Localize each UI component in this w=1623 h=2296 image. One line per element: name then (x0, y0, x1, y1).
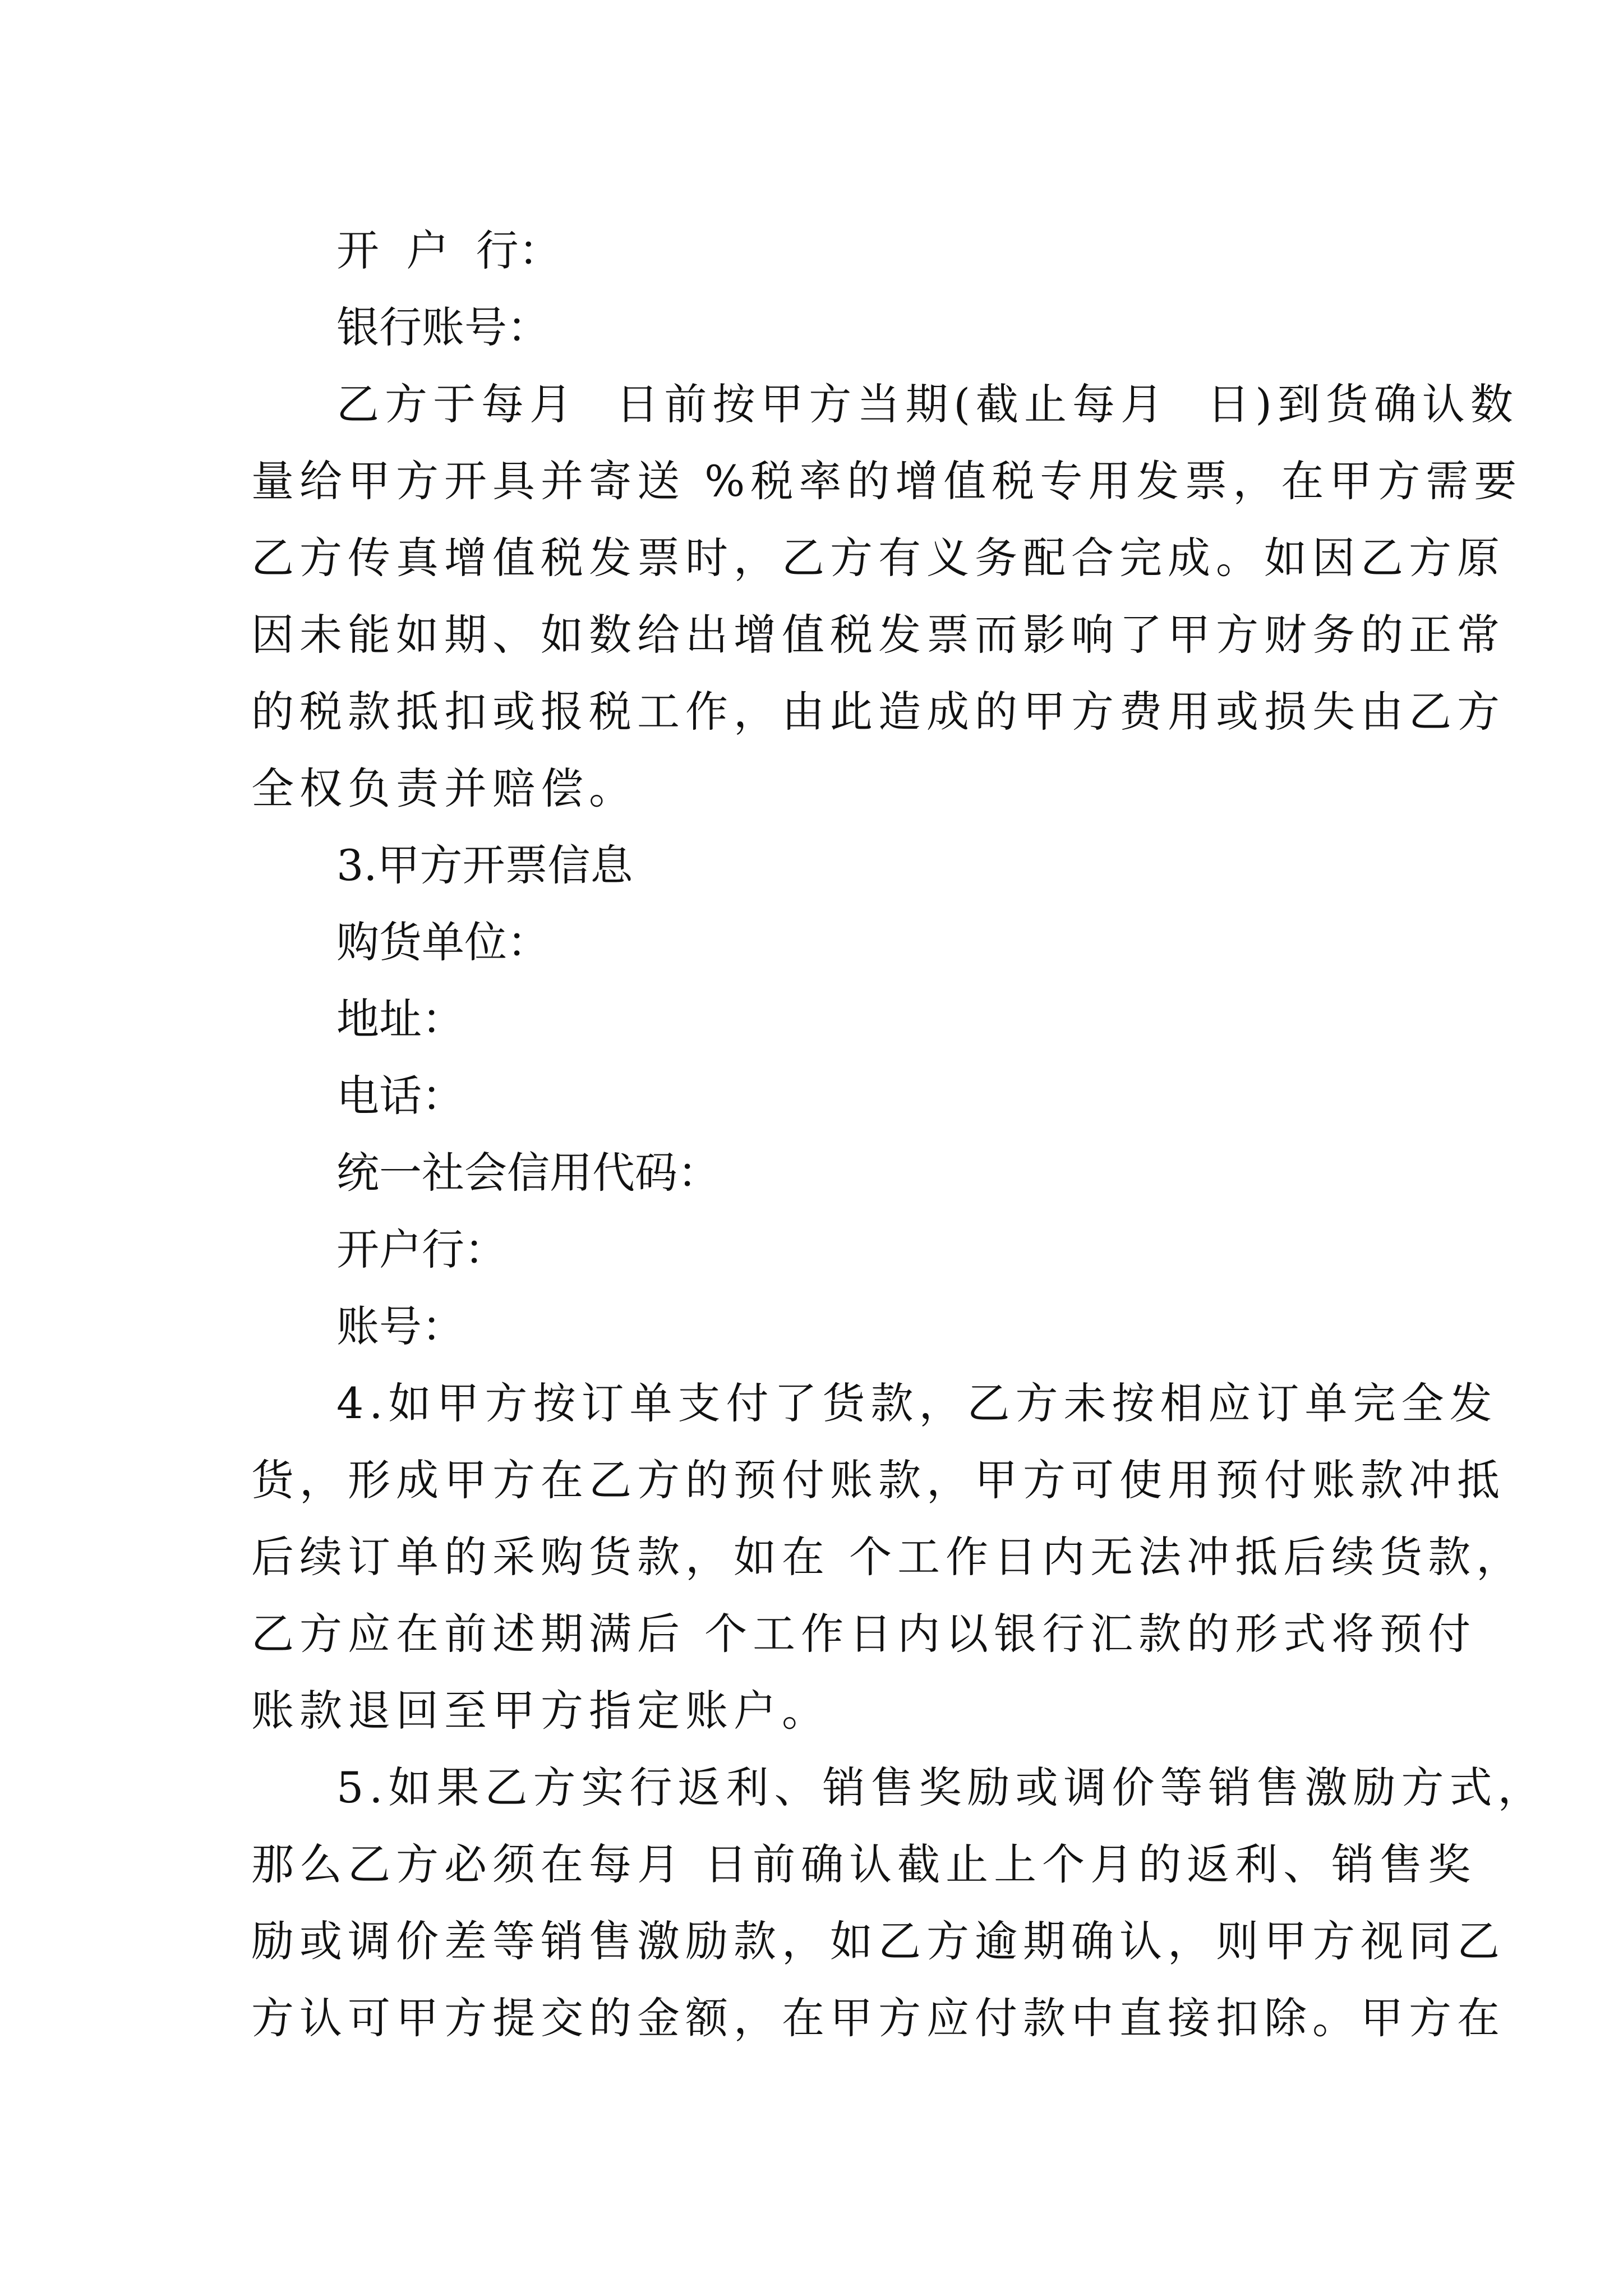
paragraph-line: 乙方于每月 日前按甲方当期(截止每月 日)到货确认数 (336, 379, 1519, 429)
field-line: 电话： (336, 1071, 464, 1121)
field-line: 地址： (336, 994, 464, 1044)
paragraph-line: 的税款抵扣或报税工作，由此造成的甲方费用或损失由乙方 (251, 687, 1505, 737)
paragraph-line: 货，形成甲方在乙方的预付账款，甲方可使用预付账款冲抵 (251, 1455, 1505, 1505)
field-line: 统一社会信用代码： (336, 1148, 720, 1198)
paragraph-line: 账款退回至甲方指定账户。 (251, 1686, 830, 1736)
document-body (251, 212, 1546, 2056)
paragraph-line: 量给甲方开具并寄送 %税率的增值税专用发票，在甲方需要 (251, 456, 1523, 506)
paragraph-line: 后续订单的采购货款，如在 个工作日内无法冲抵后续货款， (251, 1532, 1525, 1582)
paragraph-line: 方认可甲方提交的金额，在甲方应付款中直接扣除。甲方在 (251, 1993, 1505, 2043)
paragraph-line: 因未能如期、如数给出增值税发票而影响了甲方财务的正常 (251, 610, 1505, 660)
paragraph-line: 乙方传真增值税发票时，乙方有义务配合完成。如因乙方原 (251, 533, 1505, 583)
field-line: 账号： (336, 1301, 464, 1351)
bank-name-line: 开 户 行： (336, 226, 561, 275)
paragraph-line: 全权负责并赔偿。 (251, 763, 637, 813)
paragraph-line: 乙方应在前述期满后 个工作日内以银行汇款的形式将预付 (251, 1609, 1477, 1659)
field-line: 开户行： (336, 1225, 507, 1274)
paragraph-line: 5.如果乙方实行返利、销售奖励或调价等销售激励方式， (336, 1763, 1546, 1812)
field-line: 购货单位： (336, 917, 550, 967)
bank-account-line: 银行账号： (336, 302, 550, 352)
paragraph-line: 那么乙方必须在每月 日前确认截止上个月的返利、销售奖 (251, 1839, 1477, 1889)
section-heading: 3.甲方开票信息 (336, 840, 633, 890)
paragraph-line: 励或调价差等销售激励款，如乙方逾期确认，则甲方视同乙 (251, 1916, 1505, 1966)
paragraph-line: 4.如甲方按订单支付了货款，乙方未按相应订单完全发 (336, 1378, 1498, 1428)
